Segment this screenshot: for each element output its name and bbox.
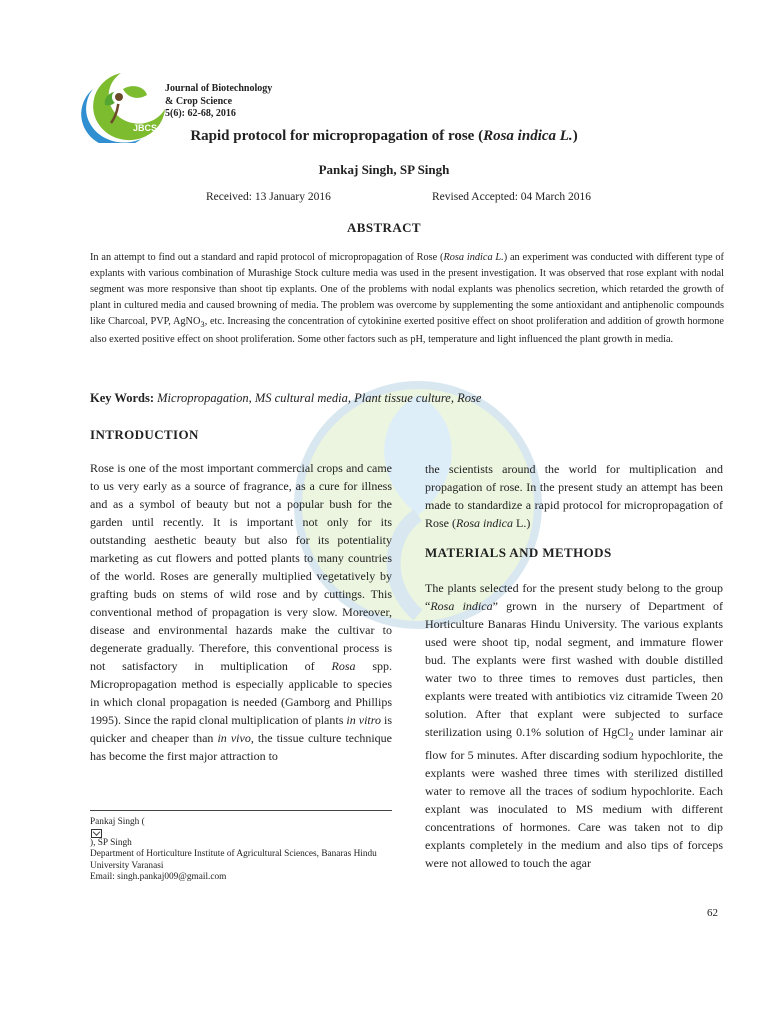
keywords: Key Words: Micropropagation, MS cultural media, Plant tissue culture, Rose (90, 391, 482, 405)
footnote-authors: Pankaj Singh ( ), SP Singh (90, 817, 145, 848)
footnote-divider (90, 810, 392, 811)
received-date: Received: 13 January 2016 (206, 191, 331, 203)
footnote-email: Email: singh.pankaj009@gmail.com (90, 872, 227, 882)
revised-date: Revised Accepted: 04 March 2016 (432, 191, 592, 203)
methods-text: The plants selected for the present study belong to the group “Rosa indica” grown in the nursery of Department of Horticulture Banaras Hindu University. The various explants used were shoot tip, nodal segment, and immature flower bud. The explants were first washed with double distilled water two to three times to removes dust particles, then explants were treated with antibiotics viz citramide Tween 20 solution. After that explant were subjected to surface sterilization using 0.1% solution of HgCl$_2$ under laminar air flow for 5 minutes. After discarding sodium hypochlorite, the explants were washed three times with sterilized distilled water to remove all the traces of sodium hypochlorite. Each explant was inoculated to MS medium with different concentrations of hormones. Care was taken not to dip explants completely in the medium and also tips of forceps were not allowed to touch the agar (425, 581, 724, 871)
introduction-continued: the scientists around the world for multiplication and propagation of rose. In the present study an attempt has been made to standardize a rapid protocol for micropropagation of Rose (Rosa indica L.) (425, 462, 723, 530)
introduction-text: Rose is one of the most important commercial crops and came to us very early as a source of fragrance, as a cure for illness and as a symbol of beauty but not a popular bush for the garden until recently. It is important not only for its outstanding aesthetic beauty but also for its potentiality marketing as cut flowers and potted plants to many countries of the world. Roses are generally multiplied vegetatively by grafting buds on stems of wild rose and by cuttings. This conventional method of propagation is very slow. Moreover, disease and environmental hazards make the cultivar to degenerate gradually. Therefore, this conventional process is not satisfactory in multiplication of Rosa spp. Micropropagation method is especially applicable to species in which clonal propagation is needed (Gamborg and Phillips 1995). Since the rapid clonal multiplication of plants in vitro is quicker and cheaper than in vivo, the tissue culture technique has become the first major attraction to (90, 461, 392, 763)
journal-volume: 5(6): 62-68, 2016 (165, 108, 236, 119)
logo-wordmark: JBCS (133, 123, 158, 133)
footnote-department: Department of Horticulture Institute of Agricultural Sciences, Banaras Hindu University Varanasi (90, 849, 377, 871)
journal-info (165, 83, 272, 121)
paper-title: Rapid protocol for micropropagation of rose (Rosa indica L.) (190, 128, 578, 144)
journal-subname: & Crop Science (165, 95, 233, 107)
paper-authors: Pankaj Singh, SP Singh (318, 162, 450, 177)
author-footnote (90, 817, 392, 884)
journal-name: Journal of Biotechnology (165, 83, 273, 94)
page-number: 62 (707, 907, 718, 919)
methods-heading: MATERIALS AND METHODS (425, 545, 612, 560)
abstract-heading: ABSTRACT (347, 220, 421, 235)
envelope-icon (91, 829, 102, 838)
abstract-text: In an attempt to find out a standard and rapid protocol of micropropagation of Rose (Rosa indica L.) an experiment was conducted with different type of explants with various combination of Murashige Stock culture media was used in the present investigation. It was observed that rose explant with nodal segment was more responsive than shoot tip explants. One of the problems with nodal explants was phenolics secretion, which retarded the growth of plant in cultured media and caused browning of media. The problem was overcome by supplementing the some antioxidant and antiphenolic compounds like Charcoal, PVP, AgNO$_3$, etc. Increasing the concentration of cytokinine exerted positive effect on shoot proliferation and addition of growth hormone also exerted positive effect on shoot proliferation. Some other factors such as pH, temperature and light influenced the plant growth in media. (90, 252, 724, 346)
introduction-heading: INTRODUCTION (90, 427, 199, 442)
